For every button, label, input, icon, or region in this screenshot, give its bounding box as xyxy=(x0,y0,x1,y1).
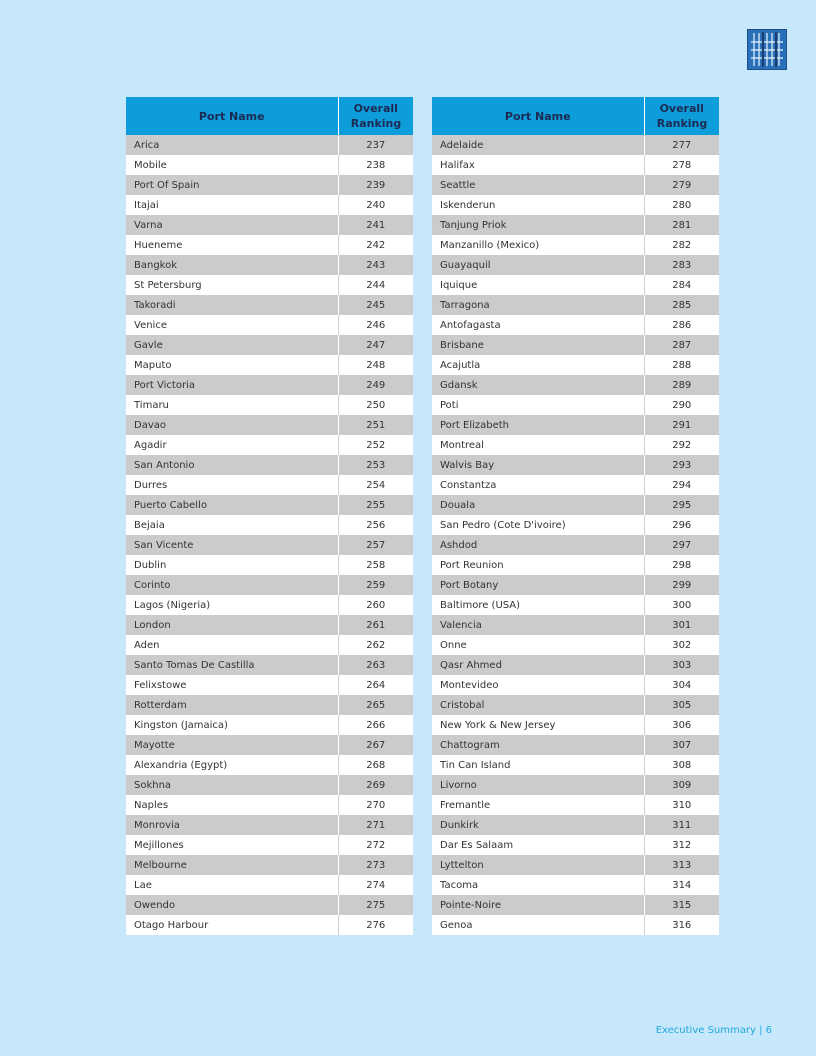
port-name-cell: Agadir xyxy=(126,435,338,455)
port-name-cell: Douala xyxy=(432,495,644,515)
table-row xyxy=(126,715,413,735)
ranking-cell: 293 xyxy=(644,455,719,475)
port-name-cell: Halifax xyxy=(432,155,644,175)
table-row xyxy=(432,335,719,355)
table-row xyxy=(126,675,413,695)
table-row xyxy=(126,815,413,835)
ranking-cell: 250 xyxy=(338,395,413,415)
port-name-cell: Dunkirk xyxy=(432,815,644,835)
port-name-cell: Port Of Spain xyxy=(126,175,338,195)
port-name-cell: Chattogram xyxy=(432,735,644,755)
port-name-cell: Iskenderun xyxy=(432,195,644,215)
ranking-cell: 273 xyxy=(338,855,413,875)
ranking-cell: 252 xyxy=(338,435,413,455)
port-name-cell: Montevideo xyxy=(432,675,644,695)
table-row xyxy=(126,295,413,315)
table-row xyxy=(126,695,413,715)
port-name-cell: Fremantle xyxy=(432,795,644,815)
port-name-cell: Maputo xyxy=(126,355,338,375)
table-row xyxy=(432,715,719,735)
table-row xyxy=(432,755,719,775)
table-row xyxy=(126,255,413,275)
ranking-cell: 265 xyxy=(338,695,413,715)
ranking-cell: 258 xyxy=(338,555,413,575)
ranking-cell: 255 xyxy=(338,495,413,515)
ranking-cell: 309 xyxy=(644,775,719,795)
ranking-cell: 268 xyxy=(338,755,413,775)
ranking-cell: 313 xyxy=(644,855,719,875)
ranking-cell: 269 xyxy=(338,775,413,795)
table-row xyxy=(432,875,719,895)
overall-ranking-header xyxy=(338,97,413,135)
table-row xyxy=(432,555,719,575)
overall-ranking-header-label: Overall Ranking xyxy=(656,102,708,130)
table-row xyxy=(432,235,719,255)
port-name-cell: San Pedro (Cote D'ivoire) xyxy=(432,515,644,535)
ranking-cell: 237 xyxy=(338,135,413,155)
ranking-cell: 274 xyxy=(338,875,413,895)
ranking-cell: 281 xyxy=(644,215,719,235)
ranking-cell: 284 xyxy=(644,275,719,295)
port-name-cell: Felixstowe xyxy=(126,675,338,695)
table-row xyxy=(126,495,413,515)
ranking-cell: 290 xyxy=(644,395,719,415)
table-row xyxy=(126,395,413,415)
ranking-cell: 271 xyxy=(338,815,413,835)
port-name-cell: Lyttelton xyxy=(432,855,644,875)
table-row xyxy=(126,275,413,295)
port-name-cell: Walvis Bay xyxy=(432,455,644,475)
ranking-cell: 240 xyxy=(338,195,413,215)
table-row xyxy=(126,475,413,495)
ranking-cell: 276 xyxy=(338,915,413,935)
table-row xyxy=(126,515,413,535)
port-name-cell: Pointe-Noire xyxy=(432,895,644,915)
overall-ranking-header-label: Overall Ranking xyxy=(350,102,402,130)
ranking-cell: 247 xyxy=(338,335,413,355)
port-name-cell: Port Botany xyxy=(432,575,644,595)
port-name-cell: Hueneme xyxy=(126,235,338,255)
port-name-cell: San Vicente xyxy=(126,535,338,555)
table-row xyxy=(432,615,719,635)
port-name-cell: Aden xyxy=(126,635,338,655)
ranking-cell: 307 xyxy=(644,735,719,755)
ranking-cell: 275 xyxy=(338,895,413,915)
table-row xyxy=(126,355,413,375)
port-name-cell: Livorno xyxy=(432,775,644,795)
port-name-cell: Kingston (Jamaica) xyxy=(126,715,338,735)
table-row xyxy=(432,255,719,275)
port-name-cell: Brisbane xyxy=(432,335,644,355)
table-row xyxy=(126,415,413,435)
table-header-row xyxy=(432,97,719,135)
ranking-cell: 312 xyxy=(644,835,719,855)
table-row xyxy=(432,635,719,655)
ranking-cell: 266 xyxy=(338,715,413,735)
port-name-cell: Naples xyxy=(126,795,338,815)
ranking-cell: 242 xyxy=(338,235,413,255)
ranking-cell: 291 xyxy=(644,415,719,435)
ranking-cell: 245 xyxy=(338,295,413,315)
port-name-header: Port Name xyxy=(126,97,338,135)
ranking-cell: 261 xyxy=(338,615,413,635)
port-name-cell: Gavle xyxy=(126,335,338,355)
port-name-cell: Port Elizabeth xyxy=(432,415,644,435)
ranking-cell: 270 xyxy=(338,795,413,815)
port-name-cell: Iquique xyxy=(432,275,644,295)
ranking-cell: 248 xyxy=(338,355,413,375)
table-header-row xyxy=(126,97,413,135)
table-row xyxy=(432,375,719,395)
port-name-cell: Corinto xyxy=(126,575,338,595)
table-row xyxy=(126,875,413,895)
table-row xyxy=(126,155,413,175)
port-name-cell: Bangkok xyxy=(126,255,338,275)
ranking-cell: 264 xyxy=(338,675,413,695)
ranking-cell: 246 xyxy=(338,315,413,335)
port-name-cell: Gdansk xyxy=(432,375,644,395)
table-row xyxy=(432,515,719,535)
ranking-cell: 314 xyxy=(644,875,719,895)
ranking-cell: 262 xyxy=(338,635,413,655)
table-row xyxy=(126,175,413,195)
ranking-cell: 296 xyxy=(644,515,719,535)
table-row xyxy=(432,655,719,675)
port-name-cell: Venice xyxy=(126,315,338,335)
ranking-cell: 278 xyxy=(644,155,719,175)
port-name-cell: Melbourne xyxy=(126,855,338,875)
port-name-cell: Montreal xyxy=(432,435,644,455)
table-row xyxy=(126,615,413,635)
port-name-cell: Qasr Ahmed xyxy=(432,655,644,675)
ranking-cell: 272 xyxy=(338,835,413,855)
table-row xyxy=(432,455,719,475)
ranking-cell: 251 xyxy=(338,415,413,435)
table-row xyxy=(432,575,719,595)
table-row xyxy=(432,835,719,855)
table-row xyxy=(126,135,413,155)
port-name-cell: San Antonio xyxy=(126,455,338,475)
port-name-cell: Tin Can Island xyxy=(432,755,644,775)
table-row xyxy=(432,795,719,815)
port-name-cell: Dublin xyxy=(126,555,338,575)
port-name-cell: London xyxy=(126,615,338,635)
port-name-cell: Tarragona xyxy=(432,295,644,315)
ranking-cell: 301 xyxy=(644,615,719,635)
ranking-table-right xyxy=(432,97,719,935)
table-row xyxy=(126,315,413,335)
ranking-cell: 300 xyxy=(644,595,719,615)
port-name-cell: Alexandria (Egypt) xyxy=(126,755,338,775)
ranking-cell: 280 xyxy=(644,195,719,215)
table-row xyxy=(432,175,719,195)
ranking-cell: 297 xyxy=(644,535,719,555)
table-row xyxy=(126,455,413,475)
ranking-cell: 289 xyxy=(644,375,719,395)
port-name-cell: Mobile xyxy=(126,155,338,175)
ranking-cell: 285 xyxy=(644,295,719,315)
port-name-cell: Mayotte xyxy=(126,735,338,755)
table-row xyxy=(126,375,413,395)
ranking-cell: 292 xyxy=(644,435,719,455)
table-body-left xyxy=(126,135,413,935)
table-row xyxy=(432,275,719,295)
ranking-cell: 243 xyxy=(338,255,413,275)
port-name-cell: Mejillones xyxy=(126,835,338,855)
port-name-cell: Port Reunion xyxy=(432,555,644,575)
port-name-cell: Sokhna xyxy=(126,775,338,795)
table-row xyxy=(432,195,719,215)
ranking-cell: 260 xyxy=(338,595,413,615)
ranking-cell: 241 xyxy=(338,215,413,235)
port-name-cell: Timaru xyxy=(126,395,338,415)
ranking-cell: 315 xyxy=(644,895,719,915)
port-name-cell: Durres xyxy=(126,475,338,495)
port-name-cell: Guayaquil xyxy=(432,255,644,275)
table-row xyxy=(126,755,413,775)
table-row xyxy=(432,315,719,335)
table-row xyxy=(126,555,413,575)
table-row xyxy=(432,295,719,315)
table-row xyxy=(126,335,413,355)
port-name-cell: Owendo xyxy=(126,895,338,915)
port-name-cell: Port Victoria xyxy=(126,375,338,395)
table-row xyxy=(126,215,413,235)
table-row xyxy=(126,855,413,875)
port-name-cell: Rotterdam xyxy=(126,695,338,715)
table-row xyxy=(432,815,719,835)
ranking-cell: 244 xyxy=(338,275,413,295)
ranking-cell: 303 xyxy=(644,655,719,675)
port-name-cell: Dar Es Salaam xyxy=(432,835,644,855)
ranking-cell: 295 xyxy=(644,495,719,515)
ranking-cell: 286 xyxy=(644,315,719,335)
page-footer: Executive Summary | 6 xyxy=(655,1025,772,1036)
table-row xyxy=(126,895,413,915)
port-name-cell: Antofagasta xyxy=(432,315,644,335)
ranking-cell: 305 xyxy=(644,695,719,715)
ranking-cell: 306 xyxy=(644,715,719,735)
port-name-cell: Santo Tomas De Castilla xyxy=(126,655,338,675)
table-row xyxy=(126,655,413,675)
table-row xyxy=(432,855,719,875)
table-row xyxy=(432,895,719,915)
ranking-cell: 283 xyxy=(644,255,719,275)
port-name-cell: Itajai xyxy=(126,195,338,215)
table-row xyxy=(432,735,719,755)
table-row xyxy=(432,355,719,375)
ranking-cell: 254 xyxy=(338,475,413,495)
table-row xyxy=(432,775,719,795)
table-row xyxy=(126,435,413,455)
table-row xyxy=(126,235,413,255)
port-name-cell: Baltimore (USA) xyxy=(432,595,644,615)
ranking-cell: 277 xyxy=(644,135,719,155)
port-name-cell: Ashdod xyxy=(432,535,644,555)
port-name-cell: Acajutla xyxy=(432,355,644,375)
table-row xyxy=(432,475,719,495)
ranking-cell: 239 xyxy=(338,175,413,195)
table-row xyxy=(432,215,719,235)
ranking-cell: 267 xyxy=(338,735,413,755)
ranking-cell: 238 xyxy=(338,155,413,175)
port-name-cell: Lagos (Nigeria) xyxy=(126,595,338,615)
port-name-cell: Cristobal xyxy=(432,695,644,715)
port-name-cell: Puerto Cabello xyxy=(126,495,338,515)
ranking-cell: 288 xyxy=(644,355,719,375)
table-row xyxy=(432,415,719,435)
port-name-cell: Genoa xyxy=(432,915,644,935)
port-name-cell: Manzanillo (Mexico) xyxy=(432,235,644,255)
table-row xyxy=(126,835,413,855)
port-name-cell: Bejaia xyxy=(126,515,338,535)
table-row xyxy=(432,535,719,555)
ranking-cell: 287 xyxy=(644,335,719,355)
ranking-cell: 294 xyxy=(644,475,719,495)
port-name-cell: Varna xyxy=(126,215,338,235)
table-row xyxy=(432,675,719,695)
table-row xyxy=(432,135,719,155)
port-name-cell: St Petersburg xyxy=(126,275,338,295)
table-row xyxy=(432,695,719,715)
port-name-cell: Davao xyxy=(126,415,338,435)
table-row xyxy=(126,535,413,555)
ranking-cell: 299 xyxy=(644,575,719,595)
ranking-cell: 302 xyxy=(644,635,719,655)
ranking-table-left xyxy=(126,97,413,935)
port-name-cell: Adelaide xyxy=(432,135,644,155)
port-name-cell: Tacoma xyxy=(432,875,644,895)
table-row xyxy=(432,915,719,935)
port-name-cell: Monrovia xyxy=(126,815,338,835)
port-name-cell: Constantza xyxy=(432,475,644,495)
port-name-cell: Poti xyxy=(432,395,644,415)
table-row xyxy=(432,495,719,515)
ranking-cell: 310 xyxy=(644,795,719,815)
ranking-cell: 257 xyxy=(338,535,413,555)
port-name-cell: Seattle xyxy=(432,175,644,195)
port-name-header: Port Name xyxy=(432,97,644,135)
ranking-cell: 316 xyxy=(644,915,719,935)
ship-container-logo-icon xyxy=(747,29,787,70)
port-name-cell: Takoradi xyxy=(126,295,338,315)
port-name-cell: Onne xyxy=(432,635,644,655)
port-name-cell: Lae xyxy=(126,875,338,895)
ranking-cell: 249 xyxy=(338,375,413,395)
table-row xyxy=(126,735,413,755)
ranking-cell: 256 xyxy=(338,515,413,535)
table-row xyxy=(432,395,719,415)
overall-ranking-header xyxy=(644,97,719,135)
ranking-cell: 279 xyxy=(644,175,719,195)
ranking-cell: 298 xyxy=(644,555,719,575)
port-name-cell: Arica xyxy=(126,135,338,155)
table-row xyxy=(126,575,413,595)
ranking-cell: 311 xyxy=(644,815,719,835)
port-name-cell: New York & New Jersey xyxy=(432,715,644,735)
table-row xyxy=(432,155,719,175)
table-row xyxy=(126,635,413,655)
table-row xyxy=(126,795,413,815)
ranking-cell: 253 xyxy=(338,455,413,475)
table-row xyxy=(126,915,413,935)
ranking-cell: 282 xyxy=(644,235,719,255)
table-body-right xyxy=(432,135,719,935)
table-row xyxy=(126,595,413,615)
ranking-cell: 259 xyxy=(338,575,413,595)
port-name-cell: Tanjung Priok xyxy=(432,215,644,235)
table-row xyxy=(432,595,719,615)
table-row xyxy=(126,195,413,215)
ranking-cell: 304 xyxy=(644,675,719,695)
port-name-cell: Valencia xyxy=(432,615,644,635)
ranking-cell: 263 xyxy=(338,655,413,675)
table-row xyxy=(126,775,413,795)
port-name-cell: Otago Harbour xyxy=(126,915,338,935)
ranking-cell: 308 xyxy=(644,755,719,775)
table-row xyxy=(432,435,719,455)
